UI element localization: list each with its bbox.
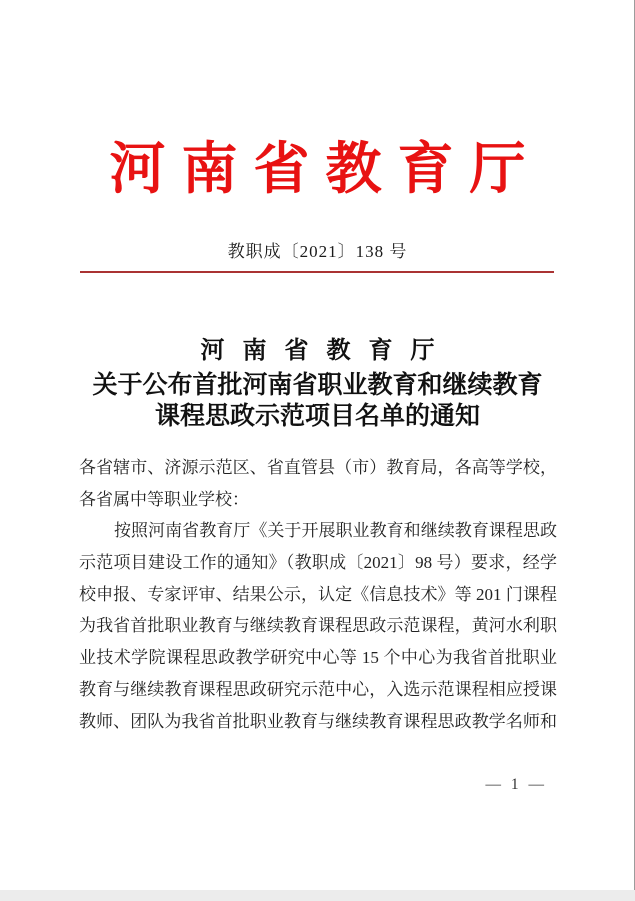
body-line: 示范项目建设工作的通知》（教职成〔2021〕98 号）要求，经学 — [79, 553, 557, 573]
page-number: — 1 — — [485, 776, 547, 793]
body-line-salutation: 各省辖市、济源示范区、省直管县（市）教育局，各高等学校， — [79, 458, 557, 477]
body-line: 校申报、专家评审、结果公示，认定《信息技术》等 201 门课程 — [79, 584, 557, 604]
body-line: 业技术学院课程思政教学研究中心等 15 个中心为我省首批职业 — [79, 648, 557, 668]
scan-edge-bottom — [0, 890, 635, 901]
body-line: 教育与继续教育课程思政研究示范中心，入选示范课程相应授课 — [79, 679, 557, 699]
body-line: 按照河南省教育厅《关于开展职业教育和继续教育课程思政 — [114, 521, 557, 541]
notice-title-line3: 课程思政示范项目名单的通知 — [154, 403, 480, 430]
body-text — [79, 452, 557, 737]
body-line: 教师、团队为我省首批职业教育与继续教育课程思政教学名师和 — [79, 711, 557, 731]
document-number: 教职成〔2021〕138 号 — [227, 242, 408, 261]
notice-title-line2: 关于公布首批河南省职业教育和继续教育 — [92, 372, 543, 399]
letterhead-agency-title: 河 南 省 教 育 厅 — [109, 139, 527, 201]
body-line-salutation: 各省属中等职业学校： — [79, 489, 249, 509]
body-line: 为我省首批职业教育与继续教育课程思政示范课程，黄河水利职 — [79, 616, 557, 636]
notice-title-agency: 河 南 省 教 育 厅 — [200, 338, 441, 364]
letterhead-red-rule — [80, 271, 554, 273]
